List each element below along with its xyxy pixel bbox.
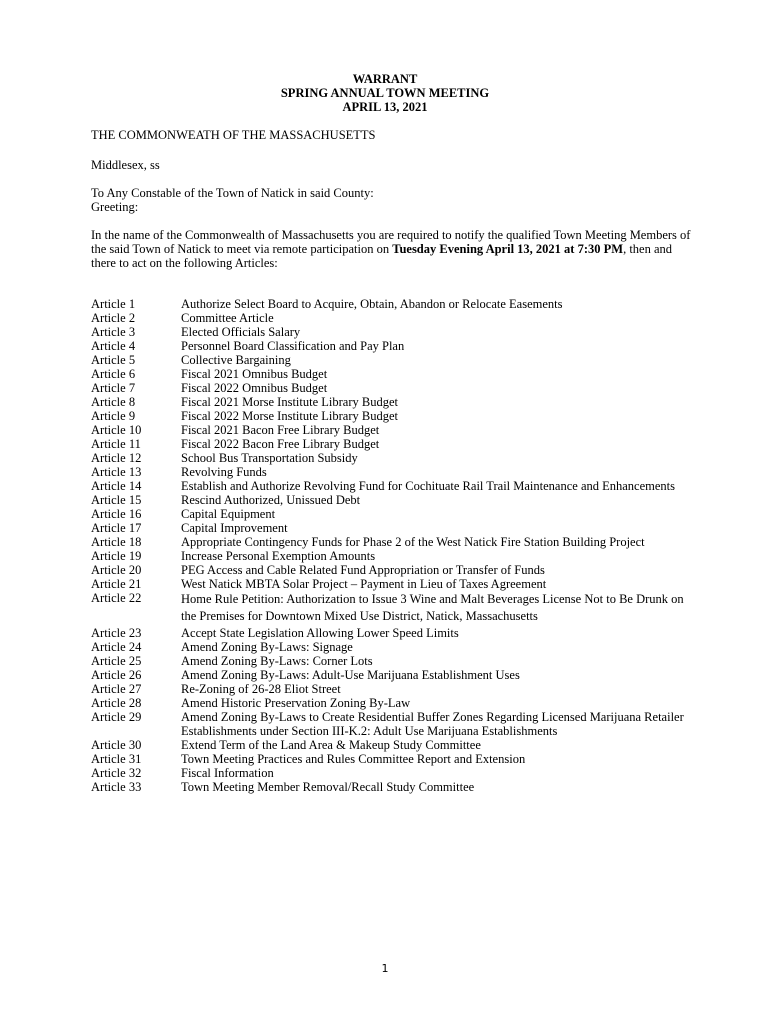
article-row: [91, 710, 691, 738]
intro-text: In the name of the Commonwealth of Massachusetts you are required to notify the qualified Town Meeting Members of the said Town of Natick to meet via remote participation on: [91, 228, 691, 256]
article-number: Article 12: [91, 451, 142, 465]
article-row: [91, 577, 691, 591]
article-number: Article 23: [91, 626, 142, 640]
article-title: Appropriate Contingency Funds for Phase 2 of the West Natick Fire Station Building Project: [181, 535, 645, 549]
article-title: Fiscal 2022 Omnibus Budget: [181, 381, 328, 395]
article-title: Fiscal Information: [181, 766, 274, 780]
article-title: Capital Equipment: [181, 507, 276, 521]
article-number: Article 1: [91, 297, 136, 311]
article-number: Article 25: [91, 654, 142, 668]
article-title: Fiscal 2021 Omnibus Budget: [181, 367, 328, 381]
article-title: Fiscal 2021 Bacon Free Library Budget: [181, 423, 380, 437]
article-number: Article 31: [91, 752, 142, 766]
article-row: [91, 395, 691, 409]
article-number: Article 29: [91, 710, 142, 724]
article-title: Capital Improvement: [181, 521, 288, 535]
header-title: WARRANT: [352, 72, 418, 86]
article-title: Town Meeting Practices and Rules Committee Report and Extension: [181, 752, 526, 766]
article-title: Fiscal 2022 Morse Institute Library Budget: [181, 409, 398, 423]
article-number: Article 4: [91, 339, 136, 353]
address-block: [91, 186, 691, 214]
article-row: [91, 507, 691, 521]
article-title: Revolving Funds: [181, 465, 267, 479]
article-row: [91, 752, 691, 766]
intro-text-end: , then and there to act on the following Articles:: [91, 242, 673, 270]
article-row: [91, 738, 691, 752]
article-row: [91, 521, 691, 535]
article-number: Article 21: [91, 577, 142, 591]
article-title: Fiscal 2021 Morse Institute Library Budget: [181, 395, 398, 409]
article-title: Collective Bargaining: [181, 353, 291, 367]
header-date: APRIL 13, 2021: [342, 100, 428, 114]
article-title: Extend Term of the Land Area & Makeup Study Committee: [181, 738, 481, 752]
article-row: [91, 451, 691, 465]
article-title: West Natick MBTA Solar Project – Payment in Lieu of Taxes Agreement: [181, 577, 547, 591]
article-row: [91, 409, 691, 423]
article-row: [91, 696, 691, 710]
article-row: [91, 682, 691, 696]
article-number: Article 18: [91, 535, 142, 549]
article-number: Article 33: [91, 780, 142, 794]
article-title: Amend Zoning By-Laws: Corner Lots: [181, 654, 373, 668]
article-row: [91, 423, 691, 437]
article-title: PEG Access and Cable Related Fund Appropriation or Transfer of Funds: [181, 563, 545, 577]
article-row: [91, 780, 691, 794]
article-title: Authorize Select Board to Acquire, Obtain, Abandon or Relocate Easements: [181, 297, 563, 311]
article-row: [91, 591, 691, 624]
article-row: [91, 563, 691, 577]
article-title: School Bus Transportation Subsidy: [181, 451, 358, 465]
article-row: [91, 437, 691, 451]
article-row: [91, 325, 691, 339]
article-title: Home Rule Petition: Authorization to Issue 3 Wine and Malt Beverages License Not to Be Drunk on the Premises for Downtown Mixed Use District, Natick, Massachusetts: [181, 592, 684, 623]
article-number: Article 13: [91, 465, 142, 479]
article-number: Article 26: [91, 668, 142, 682]
article-number: Article 6: [91, 367, 136, 381]
article-row: [91, 549, 691, 563]
article-number: Article 20: [91, 563, 142, 577]
article-title: Establish and Authorize Revolving Fund for Cochituate Rail Trail Maintenance and Enhancements: [181, 479, 676, 493]
article-number: Article 2: [91, 311, 136, 325]
article-title: Committee Article: [181, 311, 274, 325]
article-row: [91, 311, 691, 325]
intro-paragraph: [91, 228, 691, 270]
article-number: Article 7: [91, 381, 136, 395]
article-title: Amend Zoning By-Laws: Signage: [181, 640, 353, 654]
article-title: Re-Zoning of 26-28 Eliot Street: [181, 682, 341, 696]
article-row: [91, 381, 691, 395]
article-number: Article 3: [91, 325, 136, 339]
page-number: 1: [381, 962, 389, 975]
article-title: Fiscal 2022 Bacon Free Library Budget: [181, 437, 380, 451]
article-row: [91, 535, 691, 549]
header-meeting: SPRING ANNUAL TOWN MEETING: [280, 86, 490, 100]
commonwealth-line: THE COMMONWEATH OF THE MASSACHUSETTS: [91, 128, 376, 142]
article-title: Elected Officials Salary: [181, 325, 301, 339]
article-row: [91, 626, 691, 640]
article-number: Article 8: [91, 395, 136, 409]
article-title: Accept State Legislation Allowing Lower Speed Limits: [181, 626, 459, 640]
article-number: Article 14: [91, 479, 142, 493]
article-number: Article 15: [91, 493, 142, 507]
article-row: [91, 353, 691, 367]
article-title: Rescind Authorized, Unissued Debt: [181, 493, 361, 507]
warrant-header: [0, 72, 770, 114]
article-title: Amend Historic Preservation Zoning By-Law: [181, 696, 411, 710]
article-number: Article 28: [91, 696, 142, 710]
article-row: [91, 465, 691, 479]
article-row: [91, 766, 691, 780]
articles-list: [91, 297, 691, 794]
article-title: Amend Zoning By-Laws: Adult-Use Marijuana Establishment Uses: [181, 668, 520, 682]
article-row: [91, 339, 691, 353]
article-title: Increase Personal Exemption Amounts: [181, 549, 376, 563]
article-number: Article 16: [91, 507, 142, 521]
meeting-datetime: Tuesday Evening April 13, 2021 at 7:30 PM: [392, 242, 624, 256]
article-number: Article 10: [91, 423, 142, 437]
article-number: Article 9: [91, 409, 136, 423]
article-row: [91, 367, 691, 381]
greeting-line: Greeting:: [91, 200, 139, 214]
article-number: Article 27: [91, 682, 142, 696]
article-row: [91, 297, 691, 311]
county-line: Middlesex, ss: [91, 158, 160, 172]
article-number: Article 32: [91, 766, 142, 780]
article-number: Article 17: [91, 521, 142, 535]
address-line: To Any Constable of the Town of Natick in said County:: [91, 186, 374, 200]
article-row: [91, 640, 691, 654]
article-number: Article 22: [91, 591, 142, 605]
article-number: Article 5: [91, 353, 136, 367]
article-number: Article 19: [91, 549, 142, 563]
article-row: [91, 493, 691, 507]
article-number: Article 11: [91, 437, 141, 451]
article-number: Article 30: [91, 738, 142, 752]
article-number: Article 24: [91, 640, 142, 654]
article-title: Amend Zoning By-Laws to Create Residential Buffer Zones Regarding Licensed Marijuana Retailer Establishments under Section III-K.2: Adult Use Marijuana Establishments: [181, 710, 684, 738]
article-title: Personnel Board Classification and Pay Plan: [181, 339, 405, 353]
article-row: [91, 668, 691, 682]
article-row: [91, 654, 691, 668]
article-title: Town Meeting Member Removal/Recall Study Committee: [181, 780, 475, 794]
article-row: [91, 479, 691, 493]
